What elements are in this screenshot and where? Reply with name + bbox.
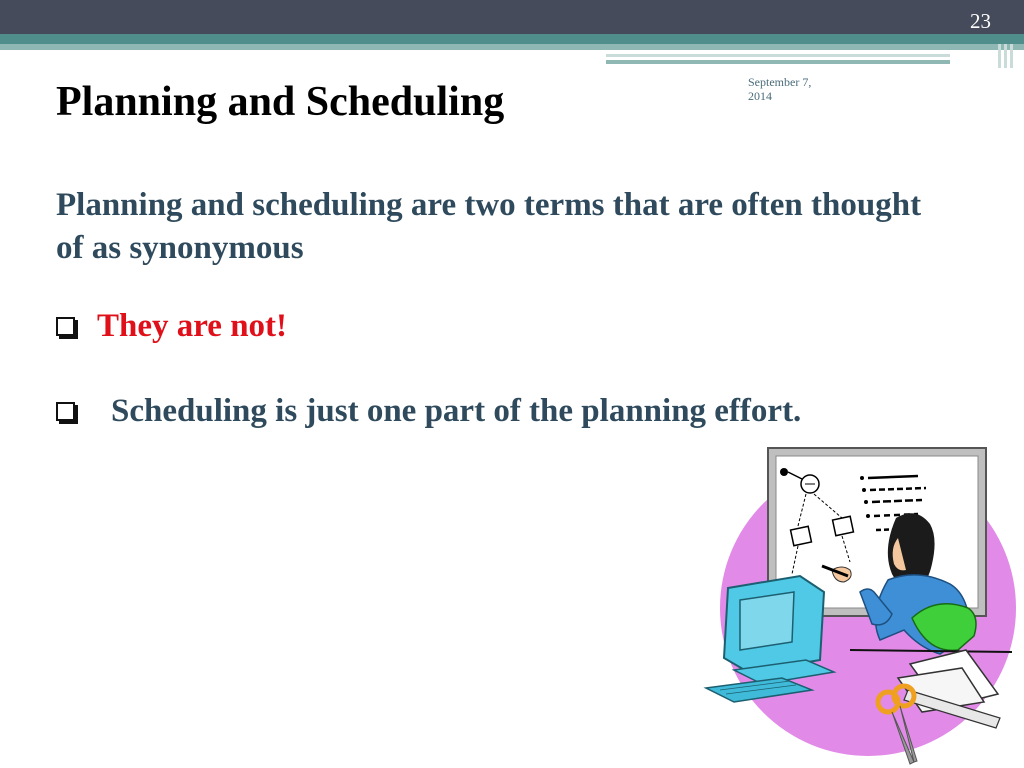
checkbox-bullet-icon	[56, 402, 75, 421]
intro-paragraph: Planning and scheduling are two terms that are often thought of as synonymous	[56, 187, 922, 266]
header-decorative-lines	[600, 44, 1024, 74]
slide-number: 23	[970, 9, 991, 33]
bullet-item	[56, 393, 801, 430]
slide-title: Planning and Scheduling	[56, 79, 505, 125]
bullet-item	[56, 308, 287, 345]
header-accent-band	[0, 34, 1024, 44]
checkbox-bullet-icon	[56, 317, 75, 336]
person-at-whiteboard-clipart	[700, 440, 1024, 768]
slide-date: September 7, 2014	[748, 75, 812, 103]
header-bar	[0, 0, 1024, 34]
bullet-text: They are not!	[97, 308, 288, 344]
bullet-text: Scheduling is just one part of the planning effort.	[111, 393, 802, 429]
